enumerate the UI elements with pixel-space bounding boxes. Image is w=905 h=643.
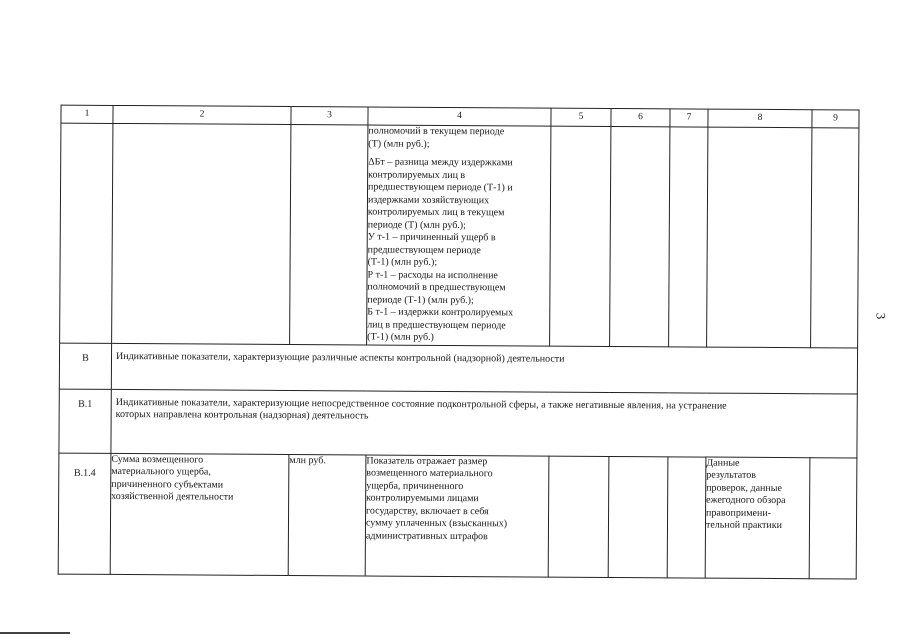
empty-cell (610, 126, 670, 346)
formula-description: полномочий в текущем периоде (Т) (млн руб.); ΔБт – разница между издержками контролируемых лиц в предшествующем периоде (Т-1) и издержками хозяйствующих контролируемых лиц в текущем периоде (Т) (млн руб.); У т-1 – причиненный ущерб в предшествующем периоде (Т-1) (млн руб.); Р т-1 – расходы на исполнение полномочий в предшествующем периоде (Т-1) (млн руб.); Б т-1 – издержки контролируемых лиц в предшествующем периоде (Т-1) (млн руб.) (367, 125, 551, 346)
section-b1-code: В.1 (59, 389, 111, 453)
empty-cell (608, 456, 668, 577)
indicator-description: Показатель отражает размер возмещенного материального ущерба, причиненного контролируемыми лицами государству, включает в себя сумму уплаченных (взысканных) административных штрафов (365, 454, 549, 576)
indicator-row-b14 (58, 453, 857, 579)
section-b-code: В (59, 343, 111, 389)
continued-row (60, 123, 859, 347)
header-cell: 8 (708, 109, 812, 128)
header-cell: 9 (812, 110, 859, 128)
empty-cell (290, 125, 368, 345)
section-b-text: Индикативные показатели, характеризующие различные аспекты контрольной (надзорной) деятельности (111, 343, 857, 394)
header-cell: 6 (611, 108, 670, 126)
indicator-name: Сумма возмещенного материального ущерба, причиненного субъектами хозяйственной деятельности (110, 453, 289, 575)
empty-cell (809, 457, 857, 578)
indicators-table (58, 105, 860, 579)
header-cell: 5 (551, 108, 611, 126)
section-b1-row (59, 389, 857, 458)
header-cell: 1 (61, 105, 113, 123)
empty-cell (707, 127, 812, 347)
empty-cell (811, 128, 859, 348)
indicator-code: В.1.4 (58, 453, 111, 574)
empty-cell (548, 456, 609, 577)
empty-cell (60, 123, 113, 343)
scan-edge-mark (0, 632, 70, 634)
header-cell: 7 (670, 109, 708, 127)
empty-cell (112, 123, 291, 344)
section-b-row (59, 343, 857, 394)
indicator-unit: млн руб. (288, 454, 366, 575)
empty-cell (550, 126, 611, 346)
section-b1-text: Индикативные показатели, характеризующие непосредственное состояние подконтрольной сферы, а также негативные явления, на устранение которых направлена контрольная (надзорная) деятельность (111, 389, 857, 458)
page-number: 3 (873, 312, 889, 320)
empty-cell (669, 127, 708, 347)
header-cell: 2 (113, 105, 291, 124)
header-cell: 3 (291, 107, 368, 125)
indicator-source: Данные результатов проверок, данные ежегодного обзора правопримени- тельной практики (705, 457, 810, 579)
header-cell: 4 (368, 107, 551, 126)
empty-cell (667, 456, 706, 577)
